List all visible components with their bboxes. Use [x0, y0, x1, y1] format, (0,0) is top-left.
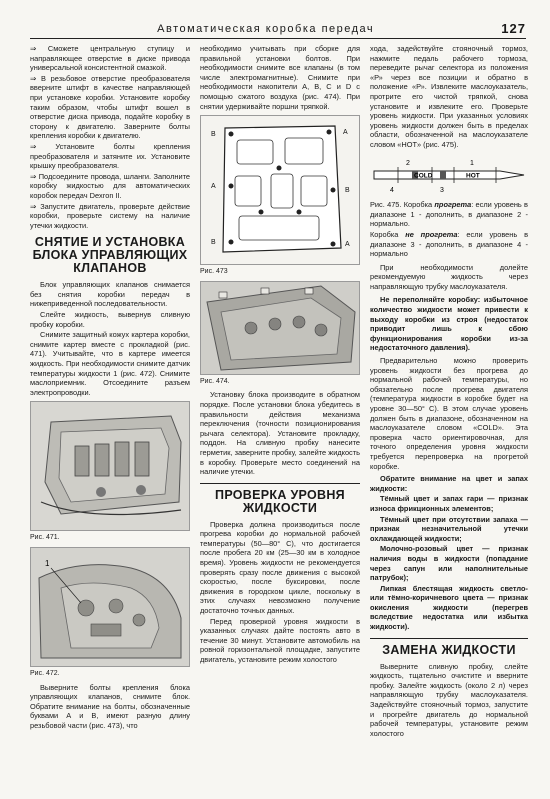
svg-text:B: B — [345, 187, 350, 195]
paragraph: Перед проверкой уровня жидкости в указанных случаях дайте постоять авто в течение 30 минут. Установите автомобиль на ровной горизонтальной площадке, запустите двигатель, установите режим холостого — [200, 616, 360, 664]
paragraph: Блок управляющих клапанов снимается без снятия коробки передач в нижеприведенной последовательности. — [30, 280, 190, 309]
figure-471-image — [30, 401, 190, 531]
note-paragraph: Тёмный цвет и запах гари — признак износа фрикционных элементов; — [370, 494, 528, 513]
column-2 — [200, 44, 360, 666]
figure-471-caption: Рис. 471. — [30, 534, 60, 542]
figure-473-image — [200, 115, 360, 265]
caption-bold-italic: не прогрета — [405, 229, 458, 239]
section-heading: ЗАМЕНА ЖИДКОСТИ — [370, 638, 528, 657]
paragraph: Слейте жидкость, вывернув сливную пробку коробки. — [30, 310, 190, 329]
paragraph: Проверка должна производиться после прогрева коробки до нормальной рабочей температуры (50—80° С), что достигается после пробега 20 км (25—30 км в холодное время). Уровень жидкости не рекомендуется проверять сразу после движения с высокой скоростью, после буксировки, после движения в городском цикле, поскольку в этих случаях невозможно получение достаточно точных данных. — [200, 519, 360, 616]
figure-473-caption: Рис. 473 — [200, 268, 228, 276]
warning-paragraph: Не переполняйте коробку: избыточное количество жидкости может привести к выходу коробки из строя (недостаток приводит лишь к сбою функционирования коробки из-за недостаточного давления). — [370, 295, 528, 353]
note-paragraph: Обратите внимание на цвет и запах жидкости: — [370, 474, 528, 493]
note-paragraph: Молочно-розовый цвет — признак наличия воды в жидкости (попадание через сапун или наполнительные патрубок); — [370, 544, 528, 583]
svg-text:A: A — [345, 241, 350, 249]
figure-472-image — [30, 547, 190, 667]
note-paragraph: Тёмный цвет при отсутствии запаха — признак незначительной утечки охлаждающей жидкости; — [370, 514, 528, 543]
paragraph: При необходимости долейте рекомендуемую жидкость через направляющую трубку маслоуказателя. — [370, 262, 528, 291]
paragraph: хода, задействуйте стояночный тормоз, нажмите педаль рабочего тормоза, переведите рычаг селектора из положения «Р» через все позиции и обратно в положение «Р». Извлеките маслоуказатель, протрите его чистой тряпкой, снова установите и извлеките его. Проверьте уровень жидкости. При указанных условиях уровень жидкости должен быть в пределах области, обозначенной на маслоуказателе словом «HOT» (рис. 475). — [370, 44, 528, 149]
note-paragraph: Липкая блестящая жидкость светло- или тёмно-коричневого цвета — признак окисления жидкости (перегрев вследствие недостатка или избытка жидкости). — [370, 583, 528, 632]
paragraph: Предварительно можно проверить уровень жидкости без прогрева до нормальной рабочей температуры, но обязательно после прогрева двигателя (температура жидкости в коробке будет на уровне 30—50° С). В этом случае уровень должен быть в диапазоне, обозначенном на маслоуказателе словом «COLD». Эта проверка часто ориентировочная, для точного определения уровня жидкости требуется перепроверка на прогретой коробке. — [370, 356, 528, 471]
dipstick-number-2: 2 — [406, 159, 410, 167]
caption-text: : если уровень в диапазоне 3 - дополнить, в диапазоне 4 - нормально — [370, 229, 528, 259]
section-heading: СНЯТИЕ И УСТАНОВКА БЛОКА УПРАВЛЯЮЩИХ КЛАПАНОВ — [32, 235, 188, 276]
figure-475-dipstick — [370, 155, 528, 198]
running-title: Автоматическая коробка передач — [157, 23, 375, 35]
paragraph: Установку блока производите в обратном порядке. После установки блока убедитесь в правильности действия механизма переключения (точности позиционирования рычага селектора). Установите прокладку, поддон. На сливную пробку нанесите герметик, заверните пробку, залейте жидкость в коробку. Проверьте место соединений на наличие утечки. — [200, 390, 360, 477]
dipstick-number-3: 3 — [440, 186, 444, 194]
svg-text:1: 1 — [45, 559, 50, 568]
column-1 — [30, 44, 190, 732]
paragraph: ⇒ В резьбовое отверстие преобразователя вверните штифт в качестве направляющей при установке коробки. Установите коробку таким образом, чтобы штифт вошел в отверстие диска привода, подайте коробку в сторону к двигателю. Заверните болты крепления коробки к двигателю. — [30, 74, 190, 141]
paragraph: Выверните сливную пробку, слейте жидкость, тщательно очистите и вверните пробку. Залейте жидкость (около 2 л) через направляющую трубку маслоуказателя. Задействуйте стояночный тормоз, запустите и прогрейте двигатель до нормальной рабочей температуры, установите режим холостого — [370, 661, 528, 738]
dipstick-number-1: 1 — [470, 159, 474, 167]
section-heading: ПРОВЕРКА УРОВНЯ ЖИДКОСТИ — [200, 483, 360, 515]
paragraph: ⇒ Сможете центральную ступицу и направляющее отверстие в диске привода универсальной консистентной смазкой. — [30, 44, 190, 73]
caption-label: Рис. 475. — [370, 200, 402, 210]
caption-text: : если уровень в диапазоне 1 - дополнить, в диапазоне 2 - нормально. — [370, 200, 528, 229]
paragraph: ⇒ Подсоедините провода, шланги. Заполните коробку жидкостью для автоматических коробок передач Dexron II. — [30, 172, 190, 201]
figure-474-image — [200, 281, 360, 375]
dipstick-number-4: 4 — [390, 186, 394, 194]
column-3 — [370, 44, 528, 739]
paragraph: Снимите защитный кожух картера коробки, снимите картер вместе с прокладкой (рис. 471). Учитывайте, что в картере имеется жидкость. При необходимости снимите датчик температуры жидкости 1 (рис. 472). Снимите маслоприемник. Отсоедините разъем электропроводки. — [30, 330, 190, 397]
paragraph: ⇒ Установите болты крепления преобразователя и затяните их. Установите крышку преобразователя. — [30, 142, 190, 171]
svg-text:A: A — [211, 183, 216, 191]
figure-472-caption: Рис. 472. — [30, 670, 60, 677]
cold-label: COLD — [414, 172, 433, 180]
page-number: 127 — [501, 21, 526, 36]
paragraph: ⇒ Запустите двигатель, проверьте действие коробки, проверьте систему на наличие утечки жидкости. — [30, 202, 190, 231]
svg-text:B: B — [211, 239, 216, 247]
paragraph: необходимо учитывать при сборке для правильной установки болтов. При необходимости снимите все клапаны (в том числе электромагнитные). Снимите при необходимости накопители А, В, С и D с помощью сжатого воздуха (рис. 474). При снятии удерживайте поршни тряпкой. — [200, 44, 360, 111]
figure-475-caption-2 — [370, 230, 528, 259]
caption-bold-italic: прогрета — [434, 200, 472, 210]
page-header — [30, 16, 526, 39]
caption-bold: Коробка — [403, 200, 433, 210]
caption-bold: Коробка — [370, 229, 399, 239]
paragraph: Выверните болты крепления блока управляющих клапанов, снимите блок. Обратите внимание на болты, обозначенные буквами А и В, имеют разную длину резьбовой части (рис. 473), что — [30, 682, 190, 730]
figure-475-caption — [370, 200, 528, 229]
figure-474-caption: Рис. 474. — [200, 377, 230, 385]
hot-label: HOT — [466, 172, 480, 180]
svg-text:B: B — [211, 131, 216, 139]
svg-text:A: A — [343, 129, 348, 137]
